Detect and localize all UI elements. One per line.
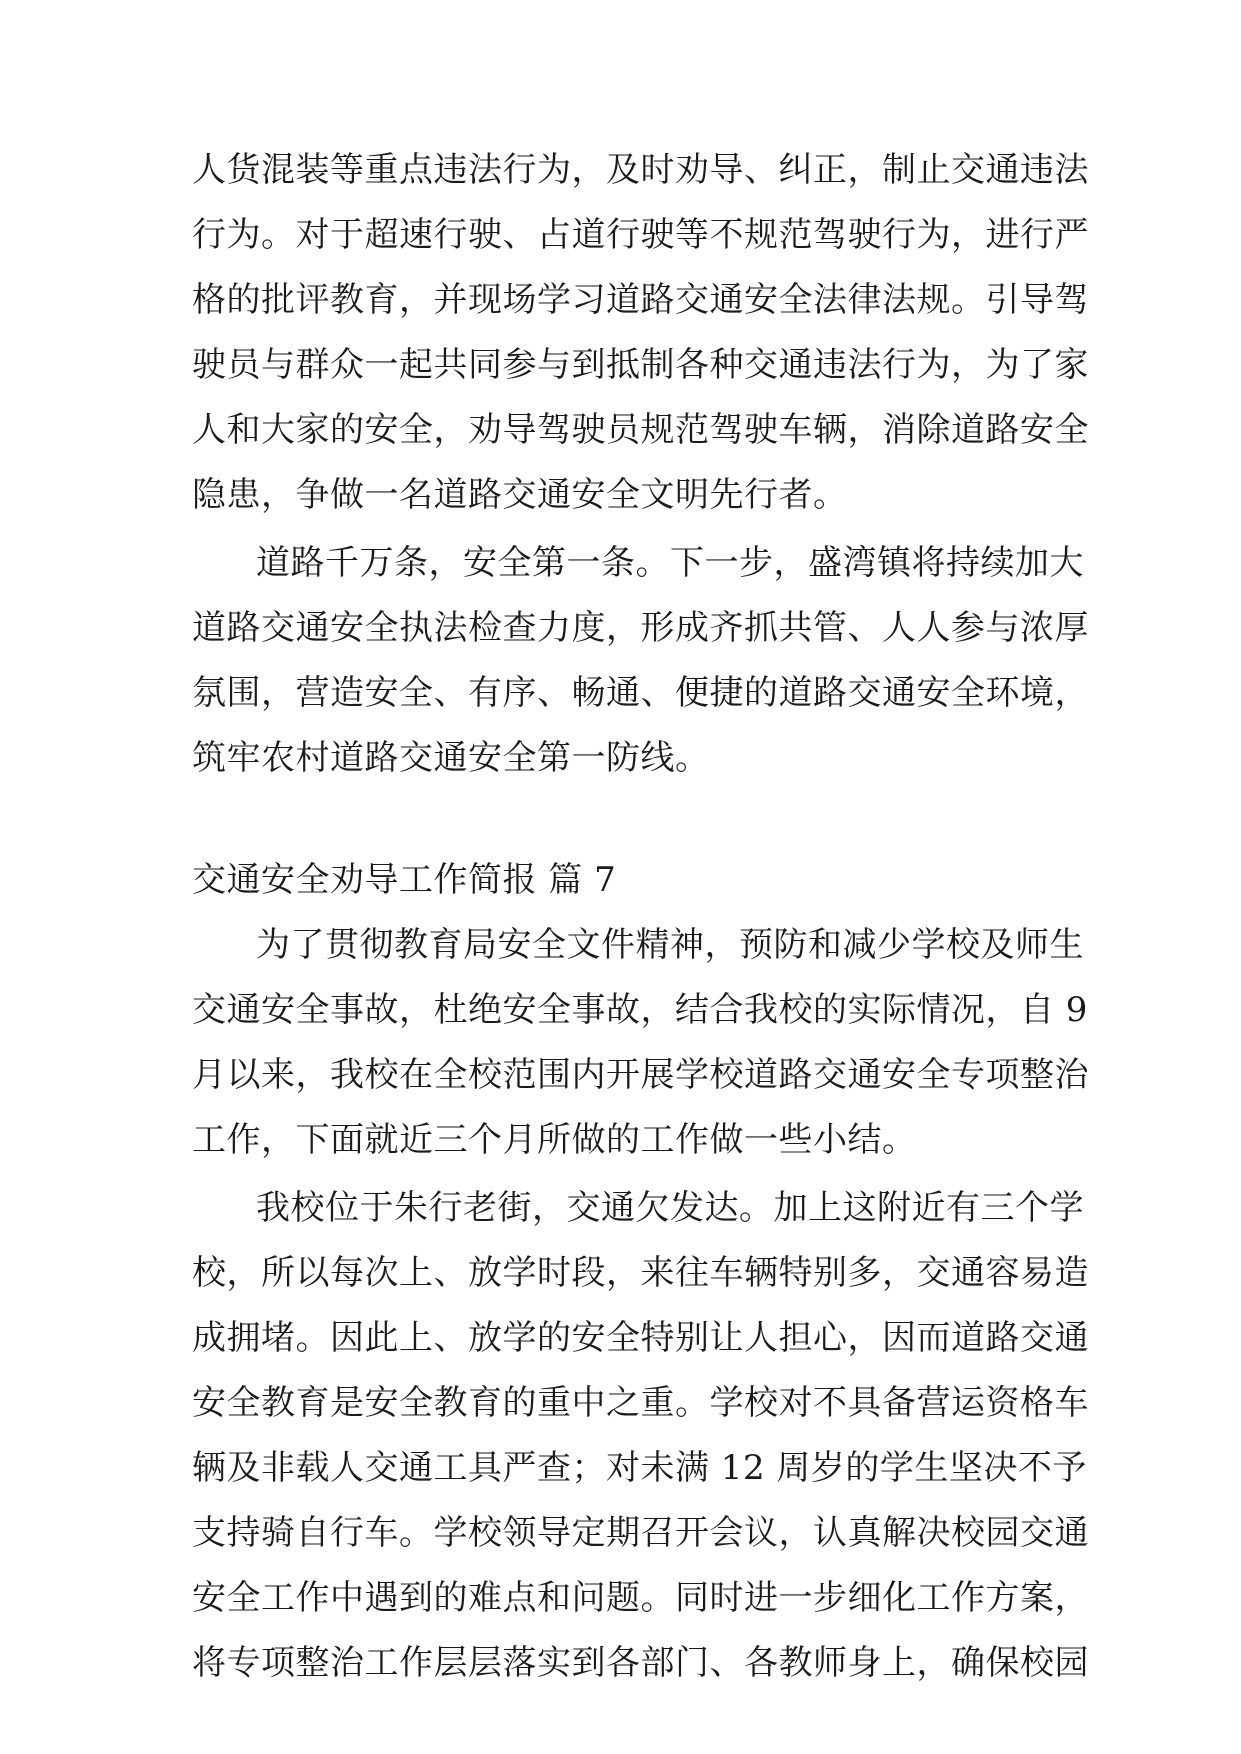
paragraph-4-line: 安全教育是安全教育的重中之重。学校对不具备营运资格车	[192, 1383, 1089, 1423]
paragraph-1-line: 人和大家的安全，劝导驾驶员规范驾驶车辆，消除道路安全	[192, 410, 1089, 450]
paragraph-3-line: 工作，下面就近三个月所做的工作做一些小结。	[192, 1120, 917, 1160]
section-heading: 交通安全劝导工作简报 篇 7	[192, 860, 617, 900]
paragraph-1-line: 人货混装等重点违法行为，及时劝导、纠正，制止交通违法	[192, 150, 1089, 190]
paragraph-4-line: 支持骑自行车。学校领导定期召开会议，认真解决校园交通	[192, 1513, 1089, 1553]
paragraph-1-line: 隐患，争做一名道路交通安全文明先行者。	[192, 475, 848, 515]
paragraph-3-line: 月以来，我校在全校范围内开展学校道路交通安全专项整治	[192, 1055, 1089, 1095]
paragraph-2-line: 道路交通安全执法检查力度，形成齐抓共管、人人参与浓厚	[192, 608, 1089, 648]
paragraph-4-line: 辆及非载人交通工具严查；对未满 12 周岁的学生坚决不予	[192, 1448, 1087, 1488]
paragraph-4-line: 安全工作中遇到的难点和问题。同时进一步细化工作方案，	[192, 1578, 1089, 1618]
paragraph-1-line: 格的批评教育，并现场学习道路交通安全法律法规。引导驾	[192, 280, 1089, 320]
paragraph-3-line: 为了贯彻教育局安全文件精神，预防和减少学校及师生	[256, 925, 1084, 965]
paragraph-4-line: 校，所以每次上、放学时段，来往车辆特别多，交通容易造	[192, 1253, 1089, 1293]
paragraph-1-line: 行为。对于超速行驶、占道行驶等不规范驾驶行为，进行严	[192, 215, 1089, 255]
paragraph-4-line: 将专项整治工作层层落实到各部门、各教师身上，确保校园	[192, 1643, 1089, 1683]
paragraph-1-line: 驶员与群众一起共同参与到抵制各种交通违法行为，为了家	[192, 345, 1089, 385]
paragraph-2-line: 氛围，营造安全、有序、畅通、便捷的道路交通安全环境，	[192, 673, 1089, 713]
paragraph-2-line: 筑牢农村道路交通安全第一防线。	[192, 738, 710, 778]
paragraph-3-line: 交通安全事故，杜绝安全事故，结合我校的实际情况，自 9	[192, 990, 1088, 1030]
paragraph-4-line: 成拥堵。因此上、放学的安全特别让人担心，因而道路交通	[192, 1318, 1089, 1358]
paragraph-4-line: 我校位于朱行老街，交通欠发达。加上这附近有三个学	[256, 1188, 1084, 1228]
paragraph-2-line: 道路千万条，安全第一条。下一步，盛湾镇将持续加大	[256, 543, 1084, 583]
